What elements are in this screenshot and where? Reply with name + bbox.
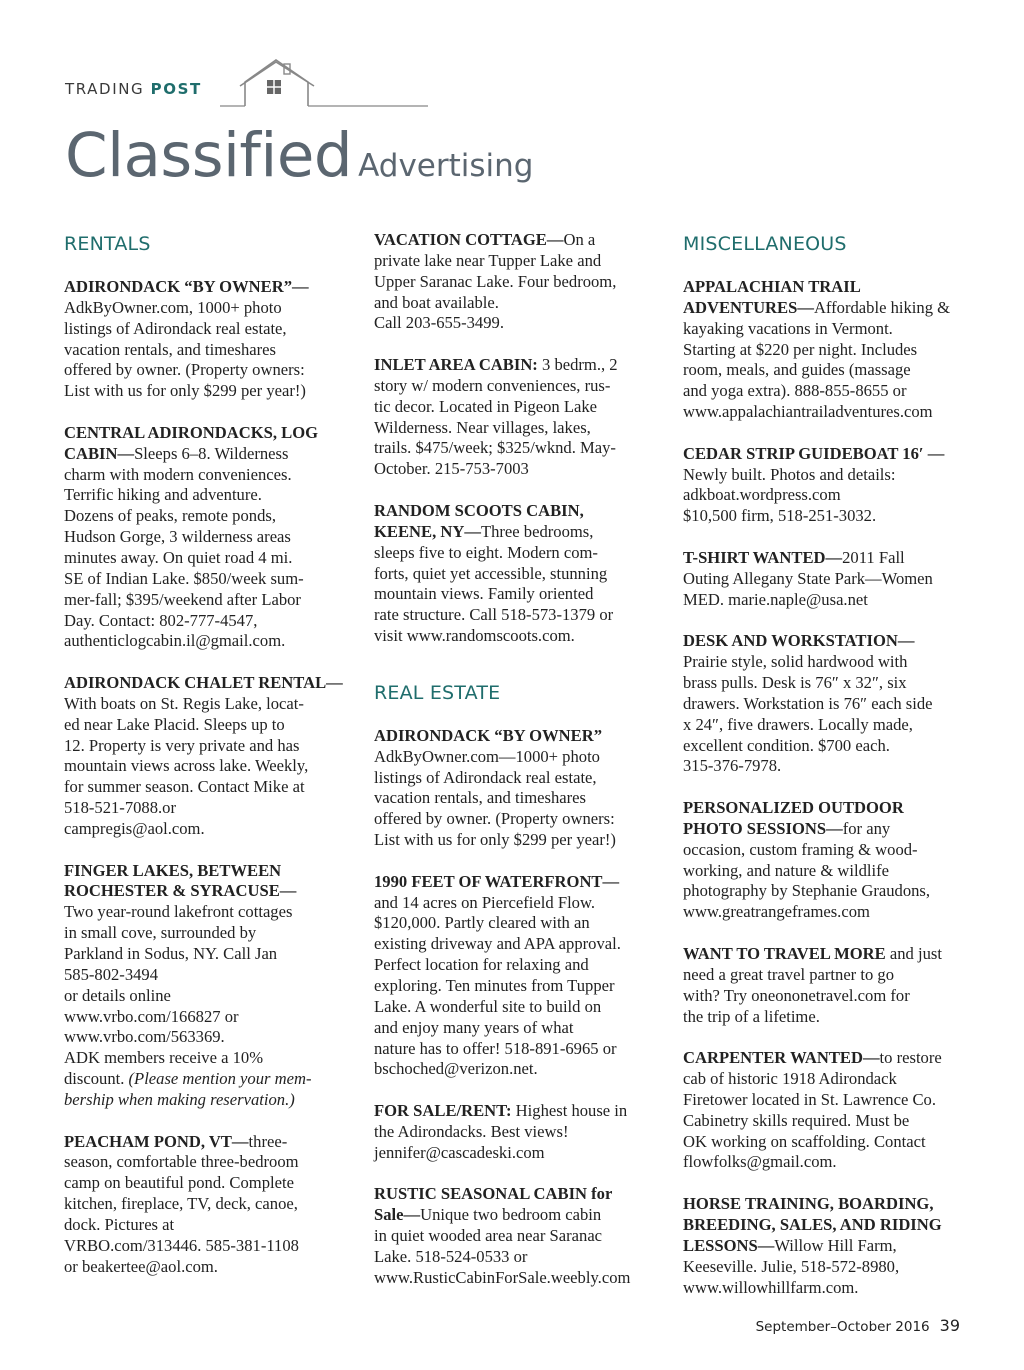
classified-ad: [374, 355, 659, 480]
classified-ad: [683, 944, 973, 1027]
classified-ad: [683, 444, 973, 527]
classified-ad: [374, 872, 659, 1080]
ad-body: Newly built. Photos and details: adkboat.wordpress.com $10,500 firm, 518-251-3032.: [683, 464, 896, 526]
classified-ad: [374, 726, 659, 851]
ad-heading: CEDAR STRIP GUIDEBOAT 16′ —: [683, 443, 945, 463]
ad-body: Highest house in the Adirondacks. Best views! jennifer@cascadeski.com: [374, 1101, 628, 1162]
page-footer: [756, 1316, 960, 1335]
ad-body: AdkByOwner.com—1000+ photo listings of Adirondack real estate, vacation rentals, and timeshares offered by owner. (Property owners: List with us for only $299 per year!): [374, 746, 616, 850]
title-classified: Classified: [65, 120, 353, 191]
ad-heading: FINGER LAKES, BETWEEN ROCHESTER & SYRACUSE—: [64, 860, 297, 901]
ad-heading: RUSTIC SEASONAL CABIN for Sale—: [374, 1184, 613, 1225]
ad-body: to restore cab of historic 1918 Adirondack Firetower located in St. Lawrence Co. Cabinetry skills required. Must be OK working on scaffolding. Contact flowfolks@gmail.com.: [683, 1048, 942, 1172]
classified-ad: [64, 423, 354, 652]
ad-heading: FOR SALE/RENT:: [374, 1101, 512, 1121]
classified-ad: [683, 1048, 973, 1173]
ad-body: AdkByOwner.com, 1000+ photo listings of Adirondack real estate, vacation rentals, and timeshares offered by owner. (Property owners: List with us for only $299 per year!): [64, 297, 306, 401]
ad-body: and just need a great travel partner to go with? Try oneononetravel.com for the trip of a lifetime.: [683, 944, 942, 1026]
classified-ad: [683, 1194, 973, 1298]
classified-ad: [374, 1184, 659, 1288]
page-header: [65, 58, 625, 208]
section-heading-rentals: RENTALS: [64, 233, 151, 255]
ad-heading: 1990 FEET OF WATERFRONT—: [374, 871, 620, 891]
ad-heading: RANDOM SCOOTS CABIN, KEENE, NY—: [374, 500, 584, 541]
ad-heading: HORSE TRAINING, BOARDING, BREEDING, SALES, AND RIDING LESSONS—: [683, 1194, 942, 1255]
kicker-trading: TRADING: [65, 80, 151, 98]
ad-heading: APPALACHIAN TRAIL ADVENTURES—: [683, 277, 861, 317]
classified-ad: [374, 1101, 659, 1164]
rentals-continued-list: [374, 230, 659, 647]
ad-body: 2011 Fall Outing Allegany State Park—Women MED. marie.naple@usa.net: [683, 547, 933, 609]
rentals-list: [64, 277, 354, 1278]
ad-heading: CARPENTER WANTED—: [683, 1048, 880, 1068]
classified-ad: [683, 798, 973, 923]
ad-note: (Please mention your mem- bership when making reservation.): [64, 1069, 312, 1109]
classified-ad: [683, 548, 973, 611]
real-estate-list: [374, 726, 659, 1289]
ad-heading: PEACHAM POND, VT—: [64, 1131, 249, 1151]
section-heading-real-estate: REAL ESTATE: [374, 681, 501, 704]
ad-body: Prairie style, solid hardwood with brass pulls. Desk is 76″ x 32″, six drawers. Workstation is 76″ each side x 24″, five drawers. Locally made, excellent condition. $700 each. 315-376-7978.: [683, 652, 933, 776]
issue-date: September–October 2016: [755, 1319, 930, 1335]
column-middle: [374, 230, 659, 1310]
classified-ad: [64, 861, 354, 1111]
ad-body: three- season, comfortable three-bedroom camp on beautiful pond. Complete kitchen, fireplace, TV, deck, canoe, dock. Pictures at VRBO.com/313446. 585-381-1108 or beakertee@aol.com.: [64, 1131, 299, 1276]
ad-heading: CENTRAL ADIRONDACKS, LOG CABIN—: [64, 422, 319, 463]
classified-ad: [64, 1132, 354, 1278]
kicker-post: POST: [150, 80, 202, 98]
ad-body: On a private lake near Tupper Lake and Upper Saranac Lake. Four bedroom, and boat available. Call 203-655-3499.: [374, 230, 617, 333]
page-title: [65, 120, 533, 191]
ad-heading: T-SHIRT WANTED—: [683, 547, 843, 567]
ad-body: and 14 acres on Piercefield Flow. $120,000. Partly cleared with an existing driveway and APA approval. Perfect location for relaxing and exploring. Ten minutes from Tupper Lake. A wonderful site to build on and enjoy many years of what nature has to offer! 518-891-6965 or bschoched@verizon.net.: [374, 892, 621, 1079]
ad-heading: WANT TO TRAVEL MORE: [683, 944, 886, 963]
classified-ad: [374, 501, 659, 647]
column-miscellaneous: [683, 230, 973, 1319]
ad-body: With boats on St. Regis Lake, locat- ed near Lake Placid. Sleeps up to 12. Property is very private and has mountain views across lake. Weekly, for summer season. Contact Mike at 518-521-7088.or campregis@aol.com.: [64, 693, 309, 838]
ad-body: Sleeps 6–8. Wilderness charm with modern conveniences. Terrific hiking and adventure. Dozens of peaks, remote ponds, Hudson Gorge, 3 wilderness areas minutes away. On quiet road 4 mi. SE of Indian Lake. $850/week sum- mer-fall; $395/weekend after Labor Day. Contact: 802-777-4547, authenticlogcabin.il@gmail.com.: [64, 443, 304, 651]
column-rentals: [64, 230, 354, 1298]
ad-body: Affordable hiking & kayaking vacations in Vermont. Starting at $220 per night. Includes room, meals, and guides (massage and yoga extra). 888-855-8655 or www.appalachiantrailadventures.com: [683, 297, 951, 422]
section-heading-miscellaneous: MISCELLANEOUS: [683, 233, 847, 255]
page-number: 39: [939, 1316, 960, 1335]
ad-body: 3 bedrm., 2 story w/ modern conveniences, rus- tic decor. Located in Pigeon Lake Wilderness. Near villages, lakes, trails. $475/week; $325/wknd. May- October. 215-753-7003: [374, 355, 618, 479]
section-kicker: [65, 80, 202, 98]
ad-heading: ADIRONDACK “BY OWNER”—: [64, 277, 309, 296]
ad-heading: VACATION COTTAGE—: [374, 230, 564, 249]
classified-ad: [64, 673, 354, 840]
ad-body: Two year-round lakefront cottages in small cove, surrounded by Parkland in Sodus, NY. Call Jan 585-802-3494 or details online www.vrbo.com/166827 or www.vrbo.com/563369. ADK members receive a 10% discount.: [64, 902, 293, 1089]
ad-heading: DESK AND WORKSTATION—: [683, 631, 915, 651]
ad-body: Three bedrooms, sleeps five to eight. Modern com- forts, quiet yet accessible, stunning mountain views. Family oriented rate structure. Call 518-573-1379 or visit www.randomscoots.com.: [374, 521, 614, 646]
title-advertising: Advertising: [358, 148, 534, 184]
classified-ad: [374, 230, 659, 334]
ad-heading: PERSONALIZED OUTDOOR PHOTO SESSIONS—: [683, 798, 904, 838]
house-icon: [220, 58, 430, 112]
misc-list: [683, 277, 973, 1298]
classified-ad: [683, 277, 973, 423]
ad-heading: ADIRONDACK “BY OWNER”: [374, 725, 603, 745]
ad-heading: ADIRONDACK CHALET RENTAL—: [64, 673, 343, 693]
ad-heading: INLET AREA CABIN:: [374, 355, 538, 375]
classified-ad: [683, 631, 973, 777]
classified-ad: [64, 277, 354, 402]
ad-body: Willow Hill Farm, Keeseville. Julie, 518-572-8980, www.willowhillfarm.com.: [683, 1235, 900, 1297]
ad-body: for any occasion, custom framing & wood- working, and nature & wildlife photography by Stephanie Graudons, www.greatrangeframes.com: [683, 818, 931, 922]
ad-body: Unique two bedroom cabin in quiet wooded area near Saranac Lake. 518-524-0533 or www.RusticCabinForSale.weebly.com: [374, 1205, 631, 1287]
